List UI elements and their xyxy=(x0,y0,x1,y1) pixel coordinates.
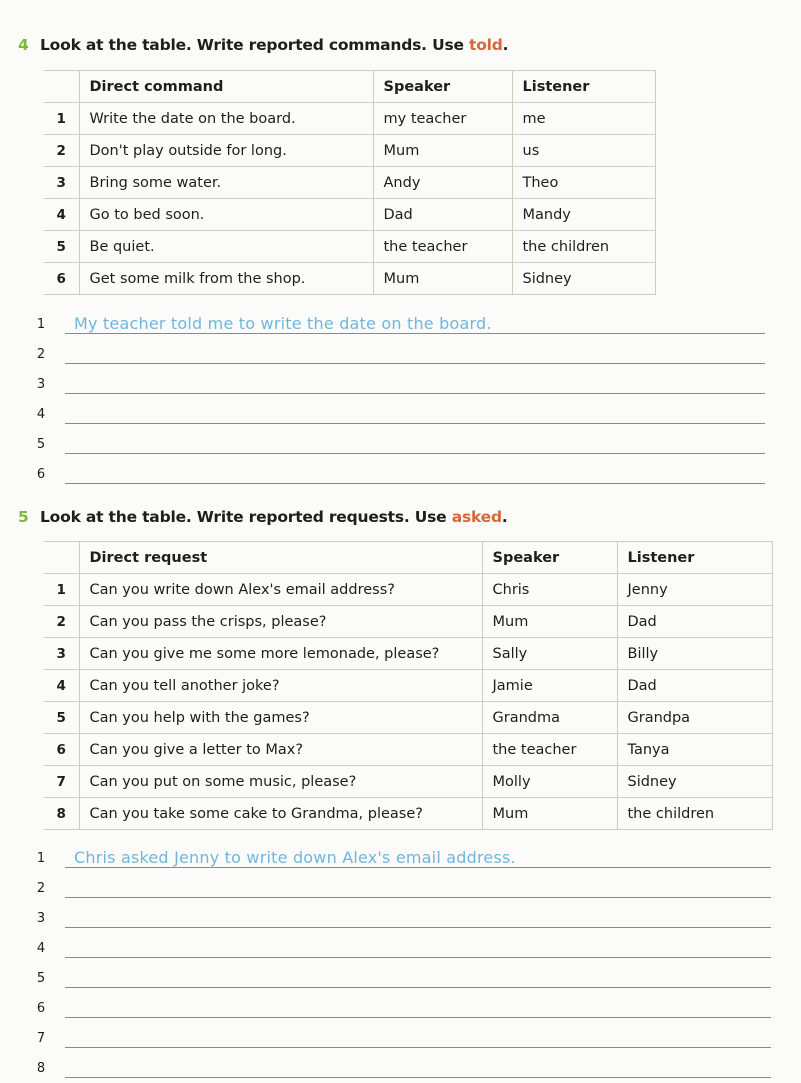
table-row xyxy=(44,606,772,638)
answer-line[interactable] xyxy=(65,333,765,334)
row-index: 4 xyxy=(44,670,79,702)
speaker-cell: Sally xyxy=(482,638,617,670)
speaker-cell: Jamie xyxy=(482,670,617,702)
table-row xyxy=(44,766,772,798)
direct-text: Can you take some cake to Grandma, please? xyxy=(79,798,482,830)
answer-number: 6 xyxy=(36,1001,46,1016)
listener-cell: Theo xyxy=(512,167,655,199)
answer-line[interactable] xyxy=(65,1047,771,1048)
instruction-end: . xyxy=(501,508,508,526)
speaker-cell: Grandma xyxy=(482,702,617,734)
listener-cell: Jenny xyxy=(617,574,772,606)
listener-cell: Dad xyxy=(617,670,772,702)
answer-number: 5 xyxy=(36,971,46,986)
answer-line[interactable] xyxy=(65,423,765,424)
direct-text: Can you tell another joke? xyxy=(79,670,482,702)
speaker-cell: the teacher xyxy=(373,231,512,263)
listener-cell: Dad xyxy=(617,606,772,638)
table-row xyxy=(44,167,655,199)
listener-cell: me xyxy=(512,103,655,135)
instruction-end: . xyxy=(502,36,509,54)
table-header-row xyxy=(44,71,655,103)
direct-text: Can you give a letter to Max? xyxy=(79,734,482,766)
header-speaker: Speaker xyxy=(373,71,512,103)
row-index: 1 xyxy=(44,574,79,606)
answer-number: 8 xyxy=(36,1061,46,1076)
table-header-row xyxy=(44,542,772,574)
instruction-text: Look at the table. Write reported requests. Use xyxy=(40,508,452,526)
answer-text: Chris asked Jenny to write down Alex's email address. xyxy=(74,848,516,867)
speaker-cell: Andy xyxy=(373,167,512,199)
table-row xyxy=(44,263,655,295)
header-listener: Listener xyxy=(512,71,655,103)
row-index: 5 xyxy=(44,702,79,734)
answer-line[interactable] xyxy=(65,897,771,898)
row-index: 7 xyxy=(44,766,79,798)
speaker-cell: Mum xyxy=(482,606,617,638)
table-row xyxy=(44,734,772,766)
row-index: 6 xyxy=(44,734,79,766)
speaker-cell: Mum xyxy=(373,263,512,295)
answer-number: 5 xyxy=(36,437,46,452)
direct-text: Write the date on the board. xyxy=(79,103,373,135)
row-index: 1 xyxy=(44,103,79,135)
answer-line[interactable] xyxy=(65,363,765,364)
direct-text: Bring some water. xyxy=(79,167,373,199)
listener-cell: the children xyxy=(512,231,655,263)
speaker-cell: Chris xyxy=(482,574,617,606)
table-row xyxy=(44,135,655,167)
answer-number: 2 xyxy=(36,347,46,362)
answer-number: 6 xyxy=(36,467,46,482)
answer-number: 4 xyxy=(36,407,46,422)
direct-text: Can you put on some music, please? xyxy=(79,766,482,798)
header-index xyxy=(44,542,79,574)
answer-number: 1 xyxy=(36,317,46,332)
table-row xyxy=(44,574,772,606)
direct-text: Be quiet. xyxy=(79,231,373,263)
answer-number: 3 xyxy=(36,911,46,926)
answer-number: 2 xyxy=(36,881,46,896)
header-speaker: Speaker xyxy=(482,542,617,574)
answer-number: 3 xyxy=(36,377,46,392)
direct-text: Get some milk from the shop. xyxy=(79,263,373,295)
table-row xyxy=(44,670,772,702)
answer-line[interactable] xyxy=(65,1017,771,1018)
row-index: 3 xyxy=(44,638,79,670)
row-index: 2 xyxy=(44,135,79,167)
exercise-number: 5 xyxy=(18,508,29,526)
header-direct-command: Direct command xyxy=(79,71,373,103)
direct-text: Can you help with the games? xyxy=(79,702,482,734)
listener-cell: Sidney xyxy=(617,766,772,798)
keyword: told xyxy=(469,36,503,54)
speaker-cell: my teacher xyxy=(373,103,512,135)
speaker-cell: Molly xyxy=(482,766,617,798)
header-index xyxy=(44,71,79,103)
listener-cell: Grandpa xyxy=(617,702,772,734)
exercise-number: 4 xyxy=(18,36,29,54)
speaker-cell: the teacher xyxy=(482,734,617,766)
listener-cell: the children xyxy=(617,798,772,830)
row-index: 3 xyxy=(44,167,79,199)
listener-cell: Billy xyxy=(617,638,772,670)
answer-number: 7 xyxy=(36,1031,46,1046)
answer-line[interactable] xyxy=(65,957,771,958)
direct-text: Go to bed soon. xyxy=(79,199,373,231)
table-row xyxy=(44,231,655,263)
speaker-cell: Dad xyxy=(373,199,512,231)
row-index: 8 xyxy=(44,798,79,830)
answer-line[interactable] xyxy=(65,453,765,454)
row-index: 6 xyxy=(44,263,79,295)
table-row xyxy=(44,798,772,830)
table-row xyxy=(44,199,655,231)
table-row xyxy=(44,702,772,734)
listener-cell: Tanya xyxy=(617,734,772,766)
header-listener: Listener xyxy=(617,542,772,574)
speaker-cell: Mum xyxy=(373,135,512,167)
answer-line[interactable] xyxy=(65,927,771,928)
exercise-5-heading xyxy=(18,508,508,526)
speaker-cell: Mum xyxy=(482,798,617,830)
answer-number: 1 xyxy=(36,851,46,866)
answer-number: 4 xyxy=(36,941,46,956)
listener-cell: us xyxy=(512,135,655,167)
row-index: 2 xyxy=(44,606,79,638)
listener-cell: Sidney xyxy=(512,263,655,295)
instruction-text: Look at the table. Write reported commands. Use xyxy=(40,36,469,54)
keyword: asked xyxy=(451,508,502,526)
listener-cell: Mandy xyxy=(512,199,655,231)
exercise-4-heading xyxy=(18,36,508,54)
commands-table xyxy=(44,70,656,295)
row-index: 4 xyxy=(44,199,79,231)
answer-line[interactable] xyxy=(65,867,771,868)
answer-text: My teacher told me to write the date on the board. xyxy=(74,314,492,333)
direct-text: Can you write down Alex's email address? xyxy=(79,574,482,606)
direct-text: Don't play outside for long. xyxy=(79,135,373,167)
requests-table xyxy=(44,541,773,830)
direct-text: Can you give me some more lemonade, please? xyxy=(79,638,482,670)
header-direct-request: Direct request xyxy=(79,542,482,574)
answer-line[interactable] xyxy=(65,483,765,484)
answer-line[interactable] xyxy=(65,1077,771,1078)
answer-line[interactable] xyxy=(65,393,765,394)
direct-text: Can you pass the crisps, please? xyxy=(79,606,482,638)
table-row xyxy=(44,638,772,670)
row-index: 5 xyxy=(44,231,79,263)
answer-line[interactable] xyxy=(65,987,771,988)
table-row xyxy=(44,103,655,135)
